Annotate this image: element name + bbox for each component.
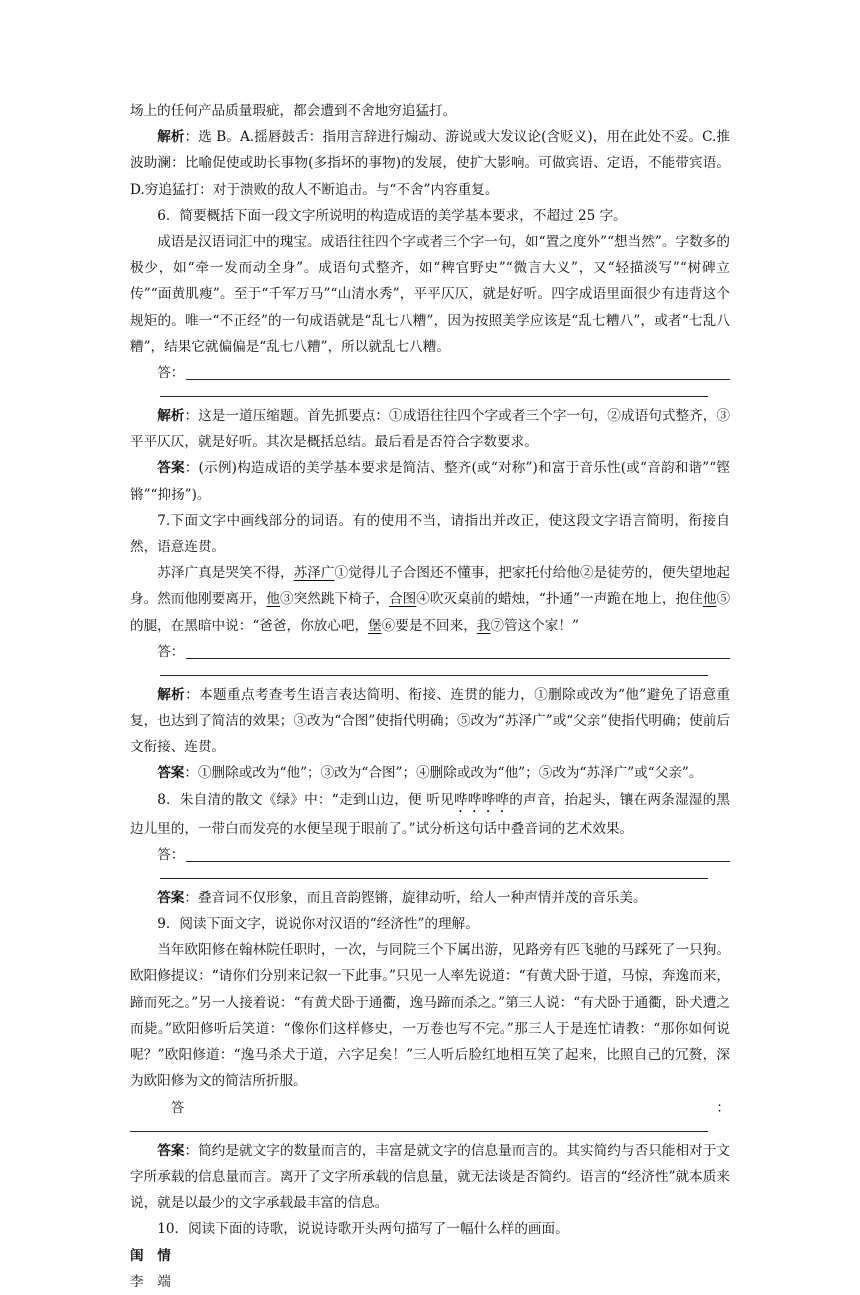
answer-rule-2 <box>160 868 708 879</box>
question-7: 7.下面文字中画线部分的词语。有的使用不当，请指出并改正，使这段文字语言简明，衔接自然，语意连贯。 <box>130 512 730 556</box>
underlined-word: 堡 <box>368 617 382 634</box>
passage-text: ④吹灭桌前的蜡烛，“扑通”一声跪在地上，抱住 <box>416 591 703 608</box>
emphasized-word: 哗哗哗哗 <box>454 791 510 808</box>
question-10: 10．阅读下面的诗歌，说说诗歌开头两句描写了一幅什么样的画面。 <box>157 1221 569 1238</box>
q7-answer <box>130 760 730 786</box>
answer-label: 答： <box>157 643 185 660</box>
q8-answer-line[interactable] <box>130 842 730 868</box>
answer-colon: ： <box>716 1099 730 1116</box>
answer-rule <box>130 1121 708 1132</box>
analysis-text: ：这是一道压缩题。首先抓要点：①成语往往四个字或者三个字一句，②成语句式整齐，③平平仄仄，就是好听。其次是概括总结。最后看是否符合字数要求。 <box>130 408 730 451</box>
passage-text: ①觉得儿子合图还不懂事，把家托付给他②是徒劳的，便失望地起身。然而他刚要离开， <box>130 565 731 608</box>
passage-text: ⑦管这个家！” <box>490 617 579 634</box>
answer-key-label: 答案 <box>157 765 185 782</box>
analysis-text: ：选 B。A.摇唇鼓舌：指用言辞进行煽动、游说或大发议论(含贬义)，用在此处不妥。C.推波助澜：比喻促使或助长事物(多指坏的事物)的发展，使扩大影响。可做宾语、定语，不能带宾语。D.穷追猛打：对于溃败的敌人不断追击。与“不舍”内容重复。 <box>130 129 730 198</box>
answer-key-label: 答案 <box>157 460 185 477</box>
underlined-word: 苏泽广 <box>293 565 335 582</box>
analysis-label: 解析 <box>157 408 185 425</box>
document-body <box>130 98 730 1295</box>
q9-passage: 当年欧阳修在翰林院任职时，一次，与同院三个下属出游，见路旁有匹飞驰的马踩死了一只狗。欧阳修提议：“请你们分别来记叙一下此事。”只见一人率先说道：“有黄犬卧于道，马惊，奔逸而来，蹄而死之。”另一人接着说：“有黄犬卧于通衢，逸马蹄而杀之。”第三人说：“有犬卧于通衢，卧犬遭之而毙。”欧阳修听后笑道：“像你们这样修史，一万卷也写不完。”那三人于是连忙请教：“那你如何说呢？”欧阳修道：“逸马杀犬于道，六字足矣！”三人听后脸红地相互笑了起来，比照自己的冗赘，深为欧阳修为文的简洁所折服。 <box>130 942 730 1090</box>
question-9: 9．阅读下面文字，说说你对汉语的“经济性”的理解。 <box>157 916 479 933</box>
q8-answer <box>130 885 730 911</box>
answer-rule <box>186 861 730 862</box>
question-text: 的声音，抬起头，镶在两条湿湿的黑边儿里的，一带白而发亮的水便呈现于眼前了。”试分析这句话中叠音词的艺术效果。 <box>130 791 731 837</box>
answer-rule <box>186 658 730 659</box>
underlined-word: 我 <box>476 617 491 634</box>
poem-author: 李端 <box>130 1273 185 1290</box>
answer-key-label: 答案 <box>157 889 185 906</box>
passage-text: ③突然跳下椅子， <box>279 591 389 608</box>
q7-passage <box>130 560 730 639</box>
q5-analysis <box>130 124 730 203</box>
answer-key-text: ：①删除或改为“他”；③改为“合图”；④删除或改为“他”；⑤改为“苏泽广”或“父亲”。 <box>184 765 703 782</box>
answer-rule-2 <box>160 665 708 676</box>
passage-text: ⑤的腿，在黑暗中说：“爸爸，你放心吧， <box>130 591 731 634</box>
answer-key-text: ：简约是就文字的数量而言的，丰富是就文字的信息量而言的。其实简约与否只能相对于文字所承载的信息量而言。离开了文字所承载的信息量，就无法谈是否简约。语言的“经济性”就本质来说，就是以最少的文字承载最丰富的信息。 <box>130 1142 730 1212</box>
passage-text: 苏泽广真是哭笑不得， <box>157 565 294 582</box>
q6-analysis <box>130 403 730 455</box>
q7-analysis <box>130 682 730 761</box>
underlined-word: 合图 <box>388 591 417 608</box>
answer-key-text: ：叠音词不仅形象，而且音韵铿锵，旋律动听，给人一种声情并茂的音乐美。 <box>184 889 647 906</box>
answer-label: 答 <box>170 1099 185 1116</box>
q6-answer-line[interactable] <box>130 360 730 386</box>
answer-key-label: 答案 <box>157 1142 185 1159</box>
question-8 <box>130 787 730 842</box>
q9-answer-line[interactable] <box>130 1095 730 1121</box>
q6-answer <box>130 455 730 507</box>
passage-text: ⑥要是不回来， <box>381 617 477 634</box>
answer-rule-2 <box>160 386 708 397</box>
answer-rule <box>186 379 730 380</box>
answer-key-text: ：(示例)构造成语的美学基本要求是简洁、整齐(或“对称”)和富于音乐性(或“音韵和谐”“铿锵”“抑扬”)。 <box>130 460 730 503</box>
text-line: 场上的任何产品质量瑕疵，都会遭到不舍地穷追猛打。 <box>130 103 457 119</box>
underlined-word: 他 <box>266 591 280 608</box>
q7-answer-line[interactable] <box>130 639 730 665</box>
analysis-label: 解析 <box>157 129 185 146</box>
analysis-text: ：本题重点考查考生语言表达简明、衔接、连贯的能力，①删除或改为“他”避免了语意重复，也达到了简洁的效果；③改为“合图”使指代明确；⑤改为“苏泽广”或“父亲”使指代明确；使前后文衔接、连贯。 <box>130 686 731 756</box>
q9-answer <box>130 1138 730 1217</box>
answer-label: 答： <box>157 846 185 863</box>
answer-label: 答： <box>157 364 185 381</box>
question-6: 6．简要概括下面一段文字所说明的构造成语的美学基本要求，不超过 25 字。 <box>157 207 627 224</box>
question-text: 8．朱自清的散文《绿》中：“走到山边，便 听见 <box>157 791 454 808</box>
poem-title: 闺情 <box>130 1247 185 1264</box>
analysis-label: 解析 <box>157 686 186 703</box>
underlined-word: 他 <box>702 591 717 608</box>
q6-passage: 成语是汉语词汇中的瑰宝。成语往往四个字或者三个字一句，如“置之度外”“想当然”。字数多的极少，如“牵一发而动全身”。成语句式整齐，如“稗官野史”“微言大义”，又“轻描淡写”“树碑立传”“面黄肌瘦”。至于“千军万马”“山清水秀”，平平仄仄，就是好听。四字成语里面很少有违背这个规矩的。唯一“不正经”的一句成语就是“乱七八糟”，因为按照美学应该是“乱七糟八”，或者“七乱八糟”，结果它就偏偏是“乱七八糟”，所以就乱七八糟。 <box>130 234 730 355</box>
